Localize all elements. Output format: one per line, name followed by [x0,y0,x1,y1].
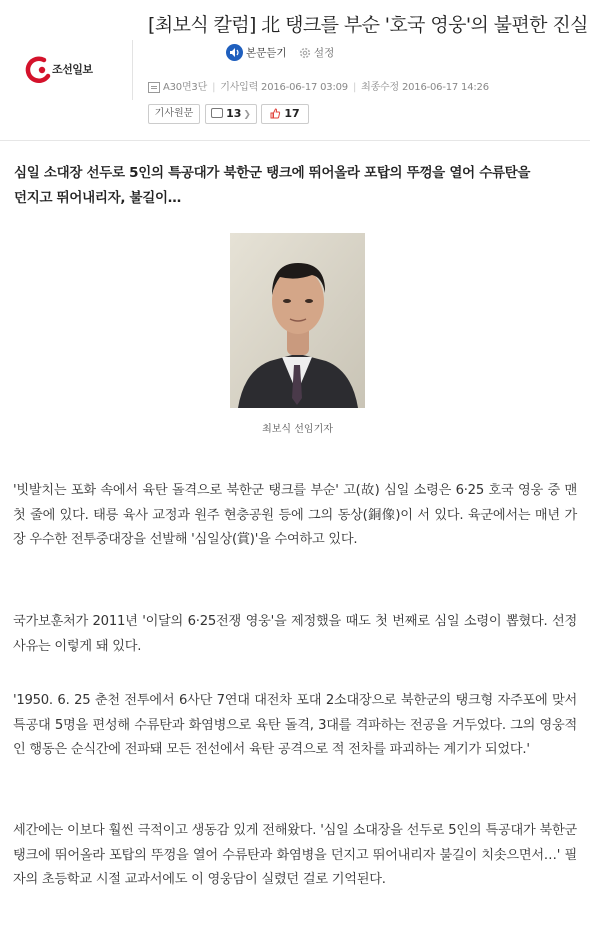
header-rule [0,140,590,141]
body-paragraph: '1950. 6. 25 춘천 전투에서 6사단 7연대 대전차 포대 2소대장으로 북한군의 탱크형 자주포에 맞서 특공대 5명을 편성해 수류탄과 화염병으로 육탄 돌격, 3대를 격파하는 전공을 거두었다. 그의 영웅적인 행동은 순식간에 전파돼 모든 전선에서 육탄 공격으로 적 전차를 파괴하는 계기가 되었다.' [13,693,577,757]
author-photo [230,233,365,408]
thumbs-up-icon [270,108,281,119]
newspaper-icon [148,82,160,93]
settings-label: 설정 [313,47,335,59]
article-title: [최보식 칼럼] 北 탱크를 부순 '호국 영웅'의 불편한 진실 [148,14,588,36]
listen-label: 본문듣기 [246,47,287,59]
article-meta [148,78,489,93]
settings-button[interactable] [290,47,334,59]
modified-date: 최종수정 2016-06-17 14:26 [361,82,489,93]
chevron-right-icon: ❯ [243,110,251,120]
comment-count: 13 [226,107,242,120]
comments-button[interactable] [205,104,257,124]
logo-text: 조선일보 [52,63,93,76]
comment-icon [211,108,223,118]
print-section: A30면3단 [163,82,208,93]
article-tools [226,44,334,62]
chosun-logo[interactable] [22,55,122,85]
header-divider [132,40,133,100]
like-button[interactable] [261,104,309,124]
author-portrait-image [230,233,365,408]
meta-separator: | [352,82,357,93]
article-subtitle: 심일 소대장 선두로 5인의 특공대가 북한군 탱크에 뛰어올라 포탑의 뚜껑을 열어 수류탄을 던지고 뛰어내리자, 불길이… [14,165,531,206]
body-paragraph: 국가보훈처가 2011년 '이달의 6·25전쟁 영웅'을 제정했을 때도 첫 번째로 심일 소령이 뽑혔다. 선정 사유는 이렇게 돼 있다. [13,614,577,654]
published-date: 기사입력 2016-06-17 03:09 [220,82,348,93]
gear-icon [298,46,312,60]
listen-button[interactable] [226,47,290,59]
body-paragraph: '빗발치는 포화 속에서 육탄 돌격으로 북한군 탱크를 부순' 고(故) 심일 소령은 6·25 호국 영웅 중 맨 첫 줄에 있다. 태릉 육사 교정과 원주 현충공원 등에 그의 동상(銅像)이 서 있다. 육군에서는 매년 가장 우수한 전투중대장을 선발해 '심일상(賞)'을 수여하고 있다. [13,483,577,547]
like-count: 17 [284,107,300,120]
body-paragraph: 세간에는 이보다 훨씬 극적이고 생동감 있게 전해왔다. '심일 소대장을 선두로 5인의 특공대가 북한군 탱크에 뛰어올라 포탑의 뚜껑을 열어 수류탄과 화염병을 던지고 뛰어내리자 불길이 치솟으면서…' 필자의 초등학교 시절 교과서에도 이 영웅담이 실렸던 걸로 기억된다. [13,823,577,887]
original-article-button[interactable]: 기사원문 [148,104,200,124]
photo-caption: 최보식 선임기자 [262,424,333,435]
chosun-logo-icon [22,55,52,85]
speaker-icon [226,44,243,61]
meta-separator: | [212,82,216,93]
